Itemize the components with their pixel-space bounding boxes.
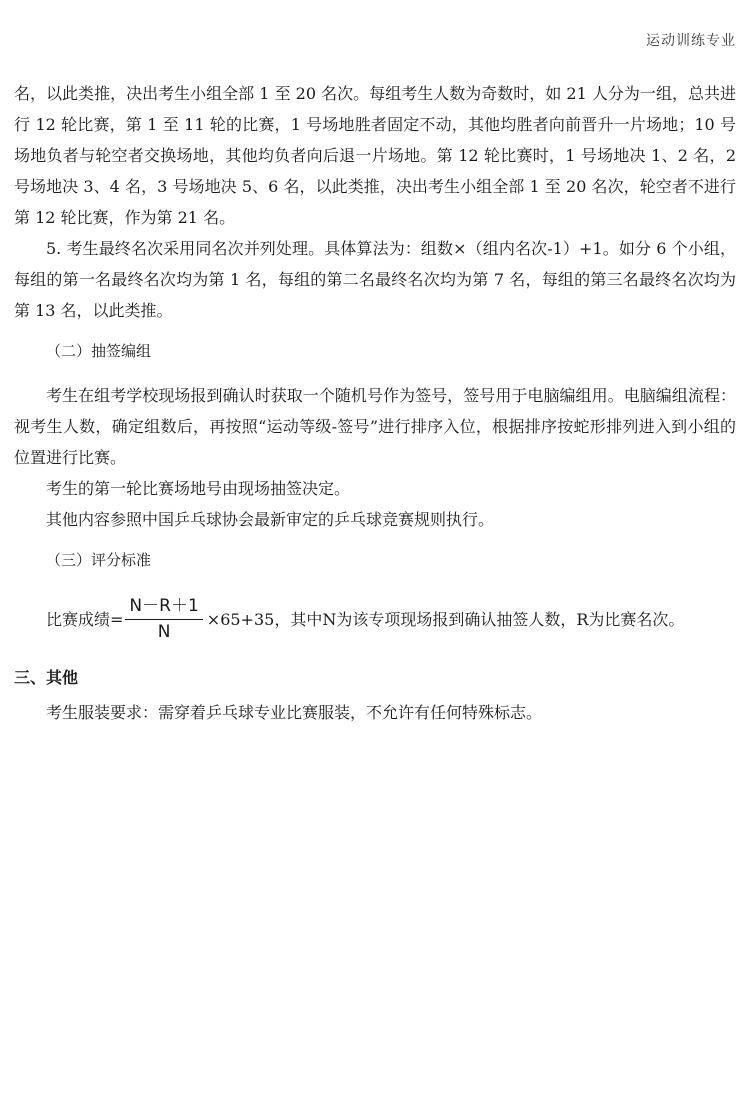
paragraph-other-rules: 其他内容参照中国乒乓球协会最新审定的乒乓球竞赛规则执行。 <box>46 510 495 529</box>
paragraph-attire: 考生服装要求：需穿着乒乓球专业比赛服装，不允许有任何特殊标志。 <box>46 703 543 722</box>
paragraph-final-ranking: 5. 考生最终名次采用同名次并列处理。具体算法为：组数×（组内名次-1）+1。如分 6 个小组，每组的第一名最终名次均为第 1 名，每组的第二名最终名次均为第 7 名，每组的第三名最终名次均为第 13 名，以此类推。 <box>14 239 736 320</box>
page-header: 运动训练专业 <box>646 33 736 49</box>
formula-numerator: N－R＋1 <box>125 595 202 620</box>
paragraph-match-rules: 名，以此类推，决出考生小组全部 1 至 20 名次。每组考生人数为奇数时，如 21 人分为一组，总共进行 12 轮比赛，第 1 至 11 轮的比赛，1 号场地胜者固定不动，其他均胜者向前晋升一片场地；10 号场地负者与轮空者交换场地，其他均负者向后退一片场地。第 12 轮比赛时，1 号场地决 1、2 名，2 号场地决 3、4 名，3 号场地决 5、6 名，以此类推，决出考生小组全部 1 至 20 名次，轮空者不进行第 12 轮比赛，作为第 21 名。 <box>14 84 736 227</box>
paragraph-first-round: 考生的第一轮比赛场地号由现场抽签决定。 <box>46 479 351 498</box>
formula-prefix: 比赛成绩= <box>46 609 124 629</box>
formula-fraction <box>125 595 202 644</box>
document-body <box>14 78 736 728</box>
subheading-draw-grouping: （二）抽签编组 <box>46 342 152 360</box>
paragraph-draw-process: 考生在组考学校现场报到确认时获取一个随机号作为签号，签号用于电脑编组用。电脑编组流程：视考生人数，确定组数后，再按照“运动等级-签号”进行排序入位，根据排序按蛇形排列进入到小组的位置进行比赛。 <box>14 386 736 467</box>
formula-suffix: ×65+35，其中N为该专项现场报到确认抽签人数，R为比赛名次。 <box>206 609 685 629</box>
formula-denominator: N <box>157 621 171 642</box>
subheading-scoring: （三）评分标准 <box>46 551 152 569</box>
section-other-title: 三、其他 <box>14 668 79 687</box>
scoring-formula <box>14 589 736 649</box>
